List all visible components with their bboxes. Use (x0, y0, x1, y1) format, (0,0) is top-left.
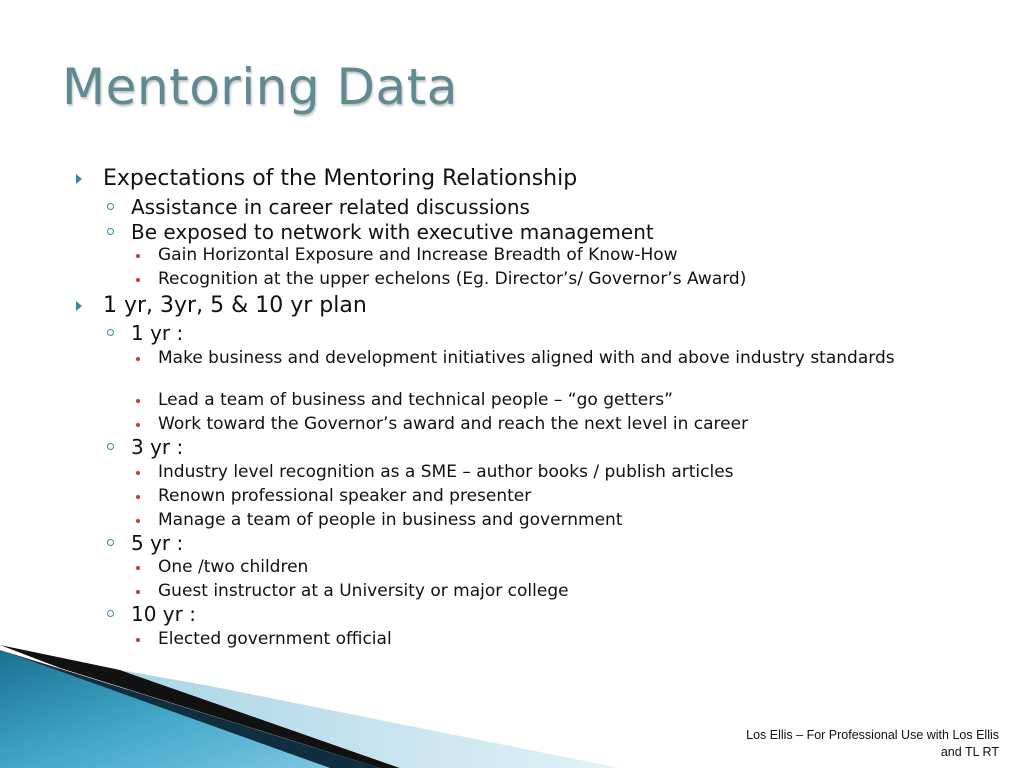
bullet-text: Assistance in career related discussions (131, 195, 530, 219)
dot-bullet-icon (136, 399, 140, 403)
circle-bullet-icon (107, 539, 114, 546)
bullet-text: 1 yr : (131, 321, 184, 345)
bullet-text: Manage a team of people in business and government (158, 510, 623, 530)
bullet-level2 (131, 321, 183, 345)
bullet-level3 (158, 487, 531, 506)
bullet-level1 (103, 166, 577, 191)
dot-bullet-icon (136, 357, 140, 361)
bullet-level2 (131, 195, 530, 219)
bullet-text: Renown professional speaker and presenter (158, 486, 532, 506)
bullet-level3 (158, 511, 623, 530)
dot-bullet-icon (136, 471, 140, 475)
dot-bullet-icon (136, 423, 140, 427)
slide-footer (679, 727, 999, 761)
bullet-text: Be exposed to network with executive management (131, 220, 654, 244)
bullet-text: 5 yr : (131, 531, 184, 555)
slide-title: Mentoring Data (62, 58, 458, 116)
bullet-level1 (103, 293, 367, 318)
dot-bullet-icon (136, 254, 140, 258)
bullet-text: Guest instructor at a University or major college (158, 581, 569, 601)
decorative-swoosh-graphic (0, 640, 620, 768)
bullet-text: Work toward the Governor’s award and reach the next level in career (158, 414, 749, 434)
circle-bullet-icon (107, 228, 114, 235)
footer-line: and TL RT (940, 745, 999, 759)
bullet-text: Expectations of the Mentoring Relationship (103, 166, 578, 191)
bullet-text: 10 yr : (131, 602, 196, 626)
bullet-level2 (131, 220, 654, 244)
bullet-text: Gain Horizontal Exposure and Increase Breadth of Know-How (158, 245, 678, 265)
triangle-bullet-icon (76, 174, 82, 184)
bullet-text: Make business and development initiatives aligned with and above industry standards (158, 348, 895, 368)
bullet-level2 (131, 602, 196, 626)
bullet-level3 (158, 391, 673, 410)
dot-bullet-icon (136, 566, 140, 570)
bullet-text: Industry level recognition as a SME – author books / publish articles (158, 462, 734, 482)
bullet-level3 (158, 463, 734, 482)
footer-line: Los Ellis – For Professional Use with Los Ellis (746, 728, 999, 742)
dot-bullet-icon (136, 590, 140, 594)
bullet-text: One /two children (158, 557, 309, 577)
dot-bullet-icon (136, 495, 140, 499)
circle-bullet-icon (107, 203, 114, 210)
triangle-bullet-icon (76, 301, 82, 311)
bullet-text: Lead a team of business and technical people – “go getters” (158, 390, 673, 410)
circle-bullet-icon (107, 610, 114, 617)
bullet-level3 (158, 415, 748, 434)
circle-bullet-icon (107, 329, 114, 336)
bullet-level3 (158, 270, 746, 289)
bullet-text: 3 yr : (131, 435, 184, 459)
bullet-text: Recognition at the upper echelons (Eg. Director’s/ Governor’s Award) (158, 269, 747, 289)
bullet-level3 (158, 582, 569, 601)
bullet-level2 (131, 531, 183, 555)
bullet-level3 (158, 349, 898, 368)
bullet-text: Elected government official (158, 629, 392, 649)
dot-bullet-icon (136, 278, 140, 282)
circle-bullet-icon (107, 443, 114, 450)
bullet-level2 (131, 435, 183, 459)
dot-bullet-icon (136, 519, 140, 523)
bullet-text: 1 yr, 3yr, 5 & 10 yr plan (103, 293, 367, 318)
bullet-level3 (158, 246, 678, 265)
bullet-level3 (158, 558, 308, 577)
